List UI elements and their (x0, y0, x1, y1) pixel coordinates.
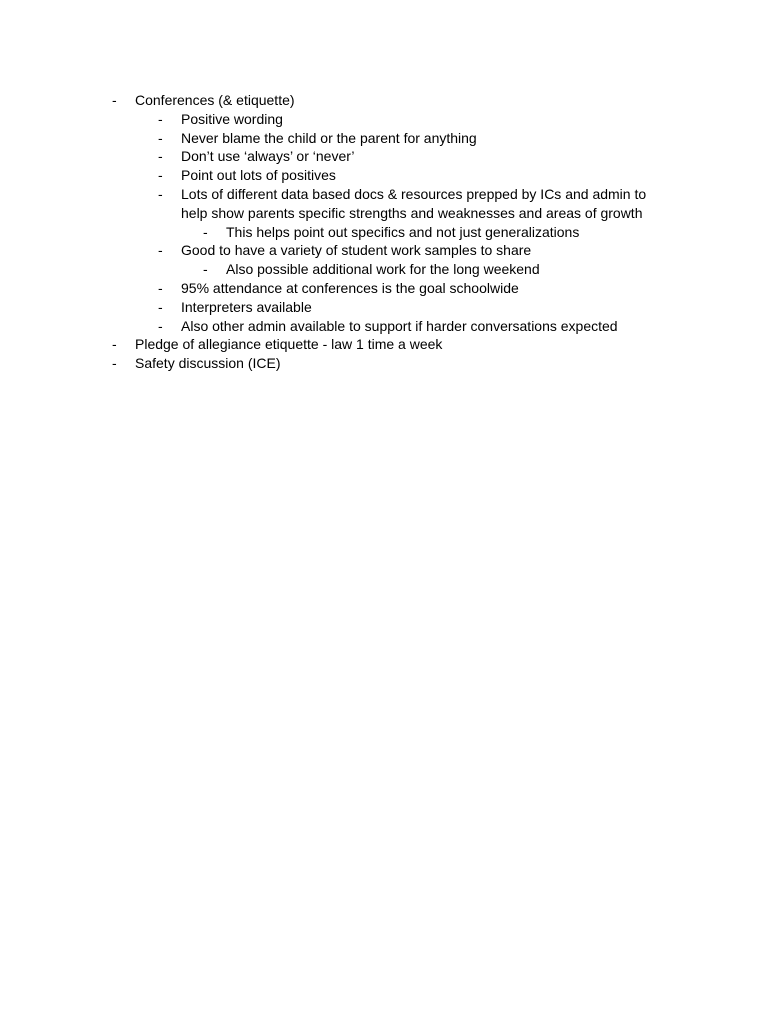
list-item (0, 166, 768, 185)
list-item-text: This helps point out specifics and not just generalizations (226, 223, 580, 240)
bullet-dash: - (158, 279, 163, 296)
list-item-text: Safety discussion (ICE) (135, 355, 281, 372)
list-item-text: Also other admin available to support if harder conversations expected (181, 317, 618, 334)
bullet-dash: - (158, 317, 163, 334)
list-item-text: Pledge of allegiance etiquette - law 1 time a week (135, 336, 443, 353)
list-item (0, 241, 768, 260)
bullet-dash: - (158, 148, 163, 165)
list-item (0, 147, 768, 166)
list-item-text: Don’t use ‘always’ or ‘never’ (181, 148, 355, 165)
bullet-dash: - (112, 92, 117, 108)
bullet-dash: - (158, 185, 163, 202)
bullet-dash: - (203, 261, 208, 278)
list-item-text: Conferences (& etiquette) (135, 92, 295, 108)
bullet-dash: - (158, 129, 163, 146)
list-item-text: Interpreters available (181, 298, 312, 315)
list-item-text: Good to have a variety of student work samples to share (181, 242, 532, 259)
list-item (0, 260, 768, 279)
list-item-text: Also possible additional work for the long weekend (226, 261, 540, 278)
list-item (0, 335, 768, 354)
list-item (0, 129, 768, 148)
bullet-dash: - (158, 242, 163, 259)
list-item (0, 279, 768, 298)
bullet-dash: - (112, 336, 117, 353)
list-item (0, 91, 768, 110)
list-item (0, 354, 768, 373)
list-item-text: 95% attendance at conferences is the goal schoolwide (181, 279, 519, 296)
list-item-text: Never blame the child or the parent for anything (181, 129, 477, 146)
list-item-text: Point out lots of positives (181, 167, 336, 184)
bullet-dash: - (158, 167, 163, 184)
bullet-dash: - (158, 110, 163, 127)
list-item (0, 317, 768, 336)
list-item-text: Lots of different data based docs & resources prepped by ICs and admin to help show parents specific strengths and weaknesses and areas of growth (181, 185, 647, 221)
bullet-list (0, 91, 768, 373)
list-item (0, 185, 768, 223)
list-item (0, 223, 768, 242)
bullet-dash: - (158, 298, 163, 315)
list-item (0, 110, 768, 129)
list-item (0, 298, 768, 317)
list-item-text: Positive wording (181, 110, 283, 127)
bullet-dash: - (112, 355, 117, 372)
bullet-dash: - (203, 223, 208, 240)
